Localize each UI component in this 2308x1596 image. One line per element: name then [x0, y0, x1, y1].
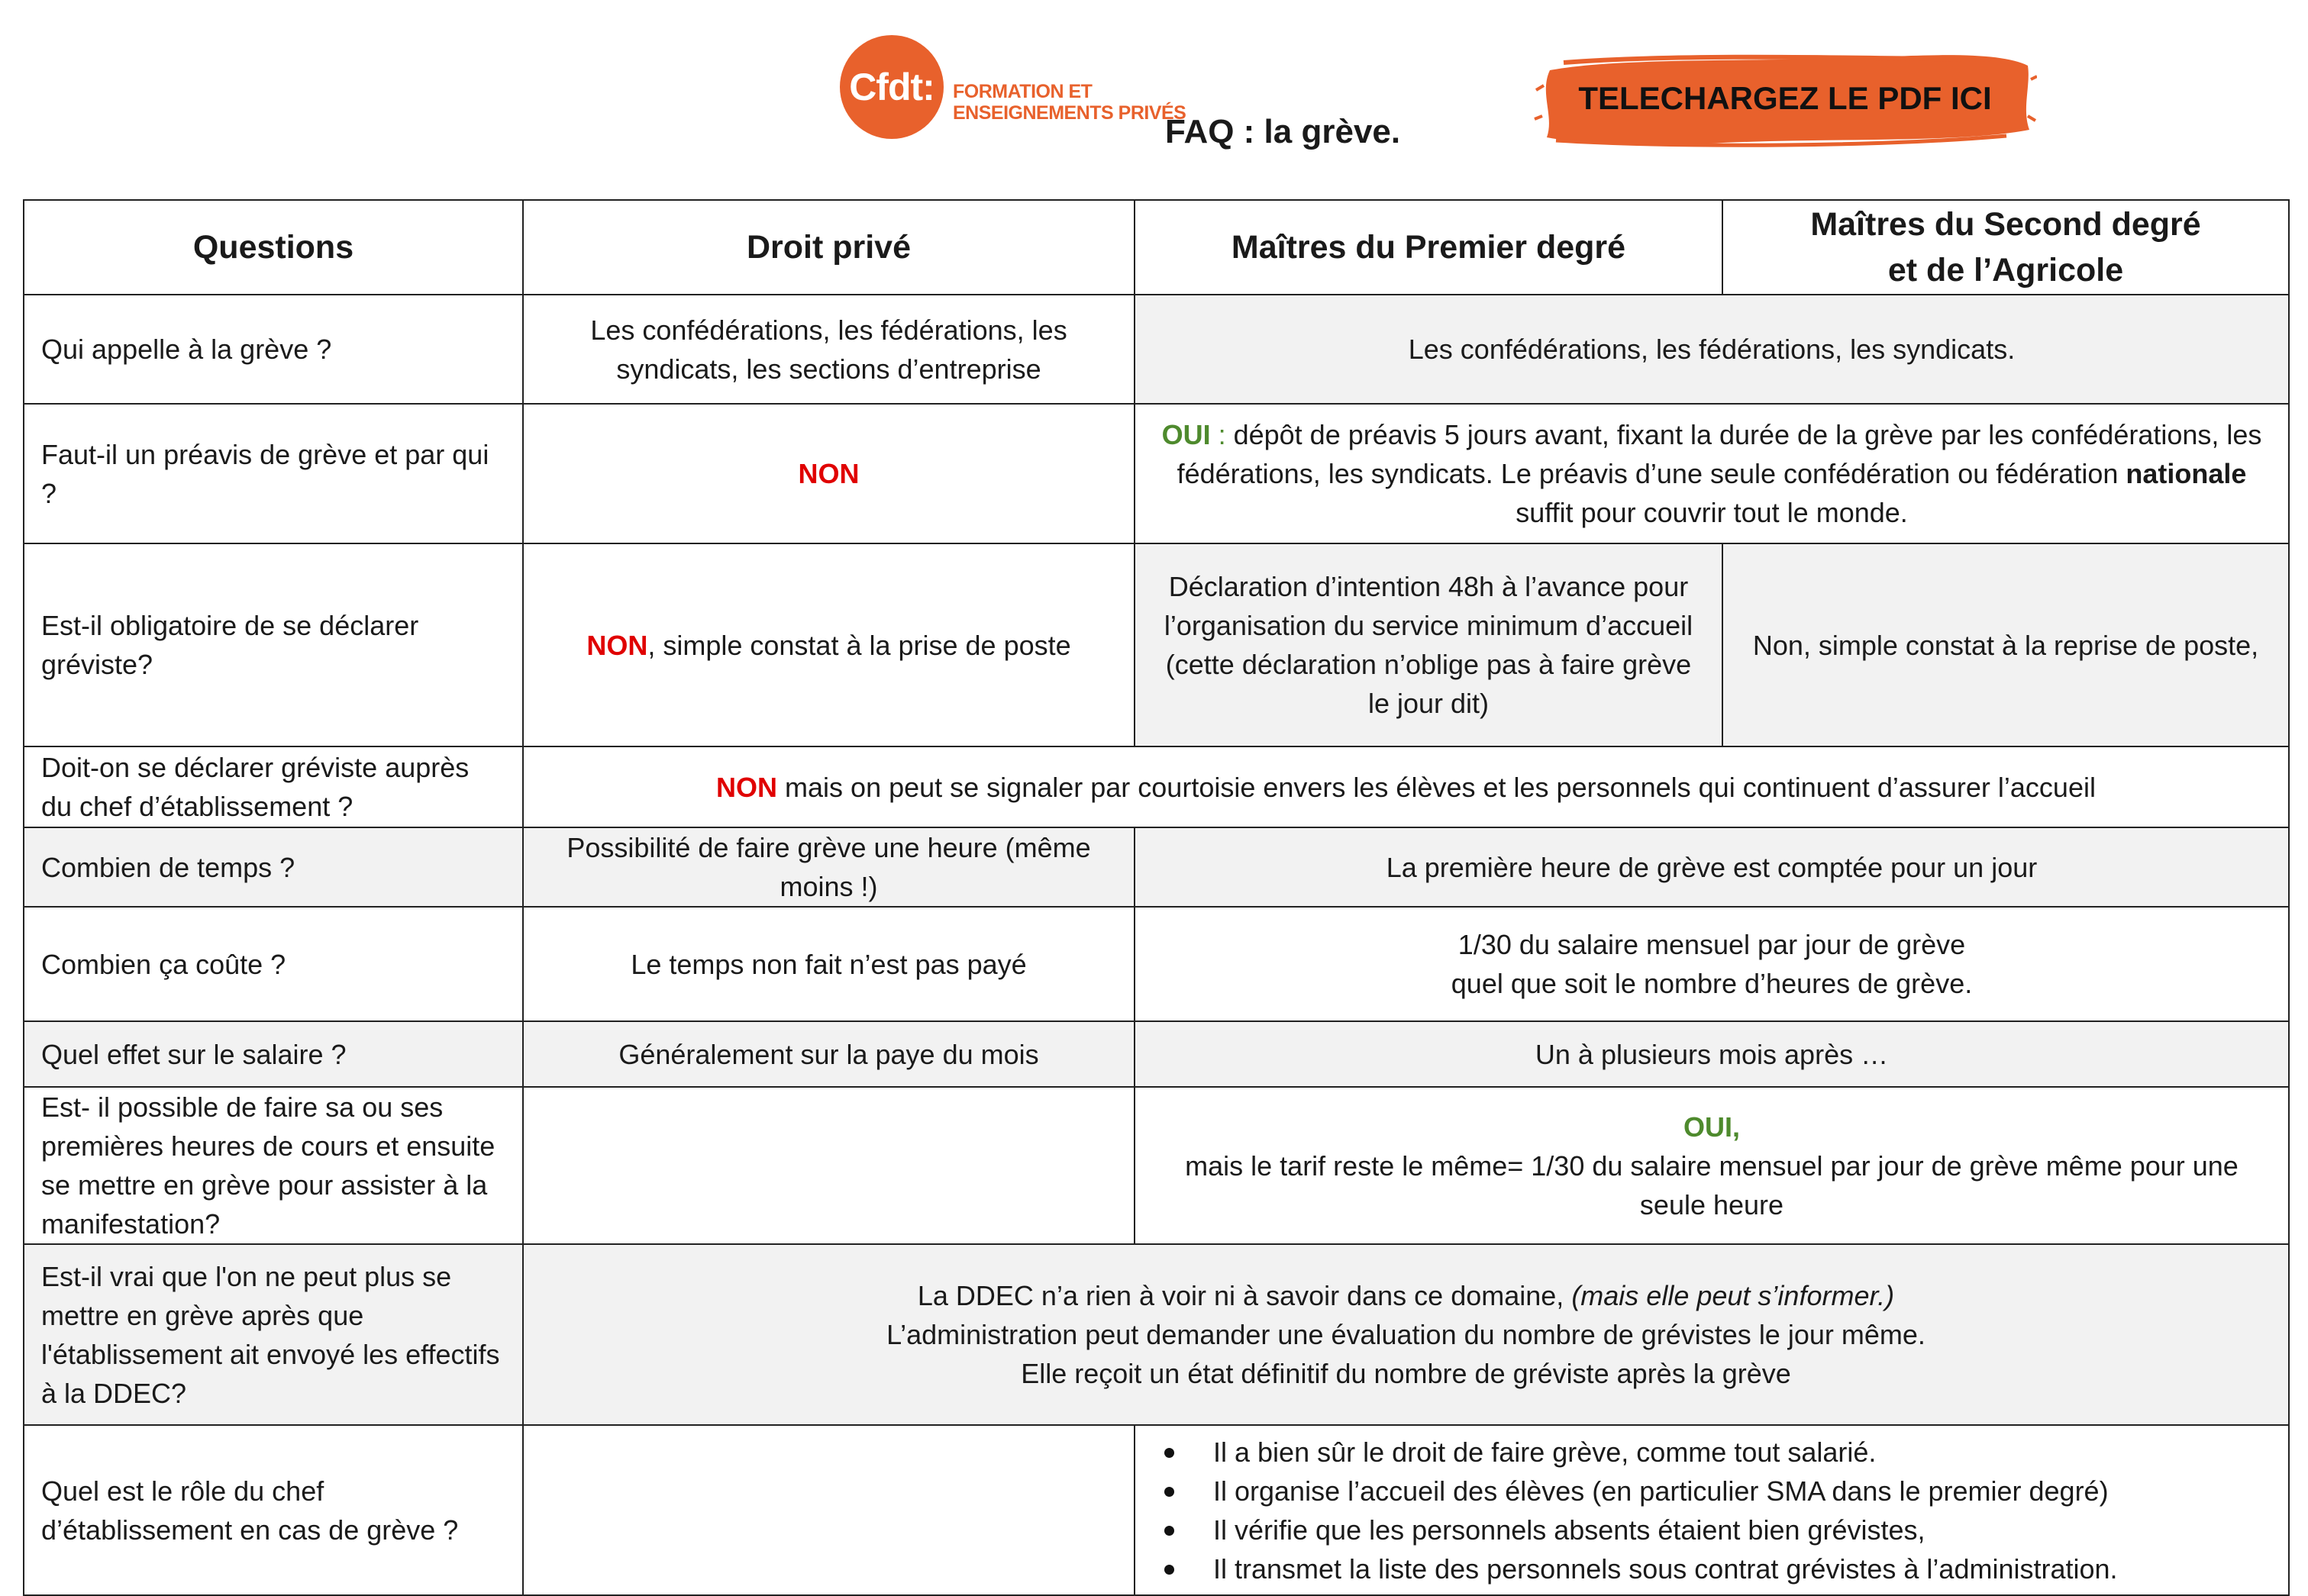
answer-no: NON: [716, 771, 778, 803]
private-answer-cell: Le temps non fait n’est pas payé: [523, 907, 1135, 1021]
private-answer-cell: [523, 1087, 1135, 1244]
role-list: [1152, 1433, 2271, 1588]
answer-yes-separator: :: [1210, 419, 1234, 450]
question-cell: Faut-il un préavis de grève et par qui ?: [24, 404, 523, 543]
header-second-degree-line-1: Maîtres du Second degré: [1810, 206, 2201, 243]
answer-detail: mais on peut se signaler par courtoisie envers les élèves et les personnels qui continuent d’assurer l’accueil: [777, 771, 2096, 803]
all-answer-cell: [523, 1244, 2289, 1425]
public-answer-cell: [1135, 1087, 2289, 1244]
download-pdf-button[interactable]: [1533, 40, 2037, 157]
ddec-line-1: La DDEC n’a rien à voir ni à savoir dans ce domaine,: [917, 1280, 1572, 1311]
private-answer-cell: Possibilité de faire grève une heure (même moins !): [523, 827, 1135, 907]
logo-mark: Cfdt:: [849, 66, 934, 108]
private-answer-cell: [523, 1425, 1135, 1595]
list-item: Il vérifie que les personnels absents étaient bien grévistes,: [1193, 1511, 2271, 1549]
list-item: Il organise l’accueil des élèves (en particulier SMA dans le premier degré): [1193, 1472, 2271, 1511]
ddec-line-2: L’administration peut demander une évaluation du nombre de grévistes le jour même.: [886, 1319, 1925, 1350]
table-row: [24, 1244, 2289, 1425]
private-answer-cell: Généralement sur la paye du mois: [523, 1021, 1135, 1087]
ddec-line-3: Elle reçoit un état définitif du nombre de gréviste après la grève: [1021, 1358, 1791, 1389]
table-row: [24, 1021, 2289, 1087]
notice-text-end: suffit pour couvrir tout le monde.: [1516, 497, 1908, 528]
question-cell: Combien de temps ?: [24, 827, 523, 907]
answer-yes: OUI: [1161, 419, 1211, 450]
answer-detail: mais le tarif reste le même= 1/30 du salaire mensuel par jour de grève même pour une seule heure: [1185, 1149, 2239, 1220]
header-second-degree-line-2: et de l’Agricole: [1887, 252, 2124, 289]
table-row: [24, 543, 2289, 746]
all-answer-cell: [523, 746, 2289, 827]
logo-text: [953, 81, 1186, 124]
header-questions: Questions: [24, 200, 523, 295]
ddec-line-1-italic: (mais elle peut s’informer.): [1571, 1280, 1895, 1311]
header-second-degree: [1722, 200, 2289, 295]
public-answer-cell: [1135, 1425, 2289, 1595]
table-row: [24, 746, 2289, 827]
page-header: [0, 0, 2308, 198]
table-row: [24, 404, 2289, 543]
table-row: [24, 1425, 2289, 1595]
question-cell: Est- il possible de faire sa ou ses premières heures de cours et ensuite se mettre en grève pour assister à la manifestation?: [24, 1087, 523, 1244]
list-item: Il transmet la liste des personnels sous contrat grévistes à l’administration.: [1193, 1549, 2271, 1588]
public-answer-cell: [1135, 404, 2289, 543]
table-header-row: [24, 200, 2289, 295]
private-answer-cell: [523, 543, 1135, 746]
list-item: Il a bien sûr le droit de faire grève, comme tout salarié.: [1193, 1433, 2271, 1472]
download-pdf-label[interactable]: TELECHARGEZ LE PDF ICI: [1578, 80, 1992, 116]
public-answer-cell: Les confédérations, les fédérations, les syndicats.: [1135, 295, 2289, 404]
header-first-degree: Maîtres du Premier degré: [1135, 200, 1722, 295]
question-cell: Qui appelle à la grève ?: [24, 295, 523, 404]
header-private-law: Droit privé: [523, 200, 1135, 295]
cfdt-logo: [840, 35, 944, 139]
second-degree-answer-cell: Non, simple constat à la reprise de poste,: [1722, 543, 2289, 746]
table-row: [24, 1087, 2289, 1244]
question-cell: Est-il obligatoire de se déclarer gréviste?: [24, 543, 523, 746]
page-title: FAQ : la grève.: [1165, 113, 1401, 150]
private-answer-cell: [523, 404, 1135, 543]
public-answer-cell: La première heure de grève est comptée pour un jour: [1135, 827, 2289, 907]
notice-text-bold: nationale: [2126, 458, 2247, 489]
answer-detail: , simple constat à la prise de poste: [647, 629, 1071, 661]
private-answer-cell: Les confédérations, les fédérations, les syndicats, les sections d’entreprise: [523, 295, 1135, 404]
question-cell: Combien ça coûte ?: [24, 907, 523, 1021]
table-row: [24, 827, 2289, 907]
question-cell: Est-il vrai que l'on ne peut plus se mettre en grève après que l'établissement ait envoyé les effectifs à la DDEC?: [24, 1244, 523, 1425]
logo-line-2: ENSEIGNEMENTS PRIVÉS: [953, 102, 1186, 124]
answer-no: NON: [586, 629, 648, 661]
table-row: [24, 907, 2289, 1021]
cost-line-1: 1/30 du salaire mensuel par jour de grève: [1457, 929, 1966, 960]
logo-line-1: FORMATION ET: [953, 81, 1093, 102]
faq-table: [23, 199, 2290, 1596]
answer-no: NON: [798, 458, 860, 489]
table-row: [24, 295, 2289, 404]
public-answer-cell: Un à plusieurs mois après …: [1135, 1021, 2289, 1087]
cost-line-2: quel que soit le nombre d’heures de grève.: [1451, 968, 1973, 999]
question-cell: Quel est le rôle du chef d’établissement en cas de grève ?: [24, 1425, 523, 1595]
public-answer-cell: [1135, 907, 2289, 1021]
question-cell: Doit-on se déclarer gréviste auprès du chef d’établissement ?: [24, 746, 523, 827]
first-degree-answer-cell: Déclaration d’intention 48h à l’avance pour l’organisation du service minimum d’accueil (cette déclaration n’oblige pas à faire grève le jour dit): [1135, 543, 1722, 746]
question-cell: Quel effet sur le salaire ?: [24, 1021, 523, 1087]
answer-yes: OUI,: [1683, 1111, 1740, 1143]
notice-text: dépôt de préavis 5 jours avant, fixant la durée de la grève par les confédérations, les fédérations, les syndicats. Le préavis d’une seule confédération ou fédération: [1177, 419, 2262, 489]
